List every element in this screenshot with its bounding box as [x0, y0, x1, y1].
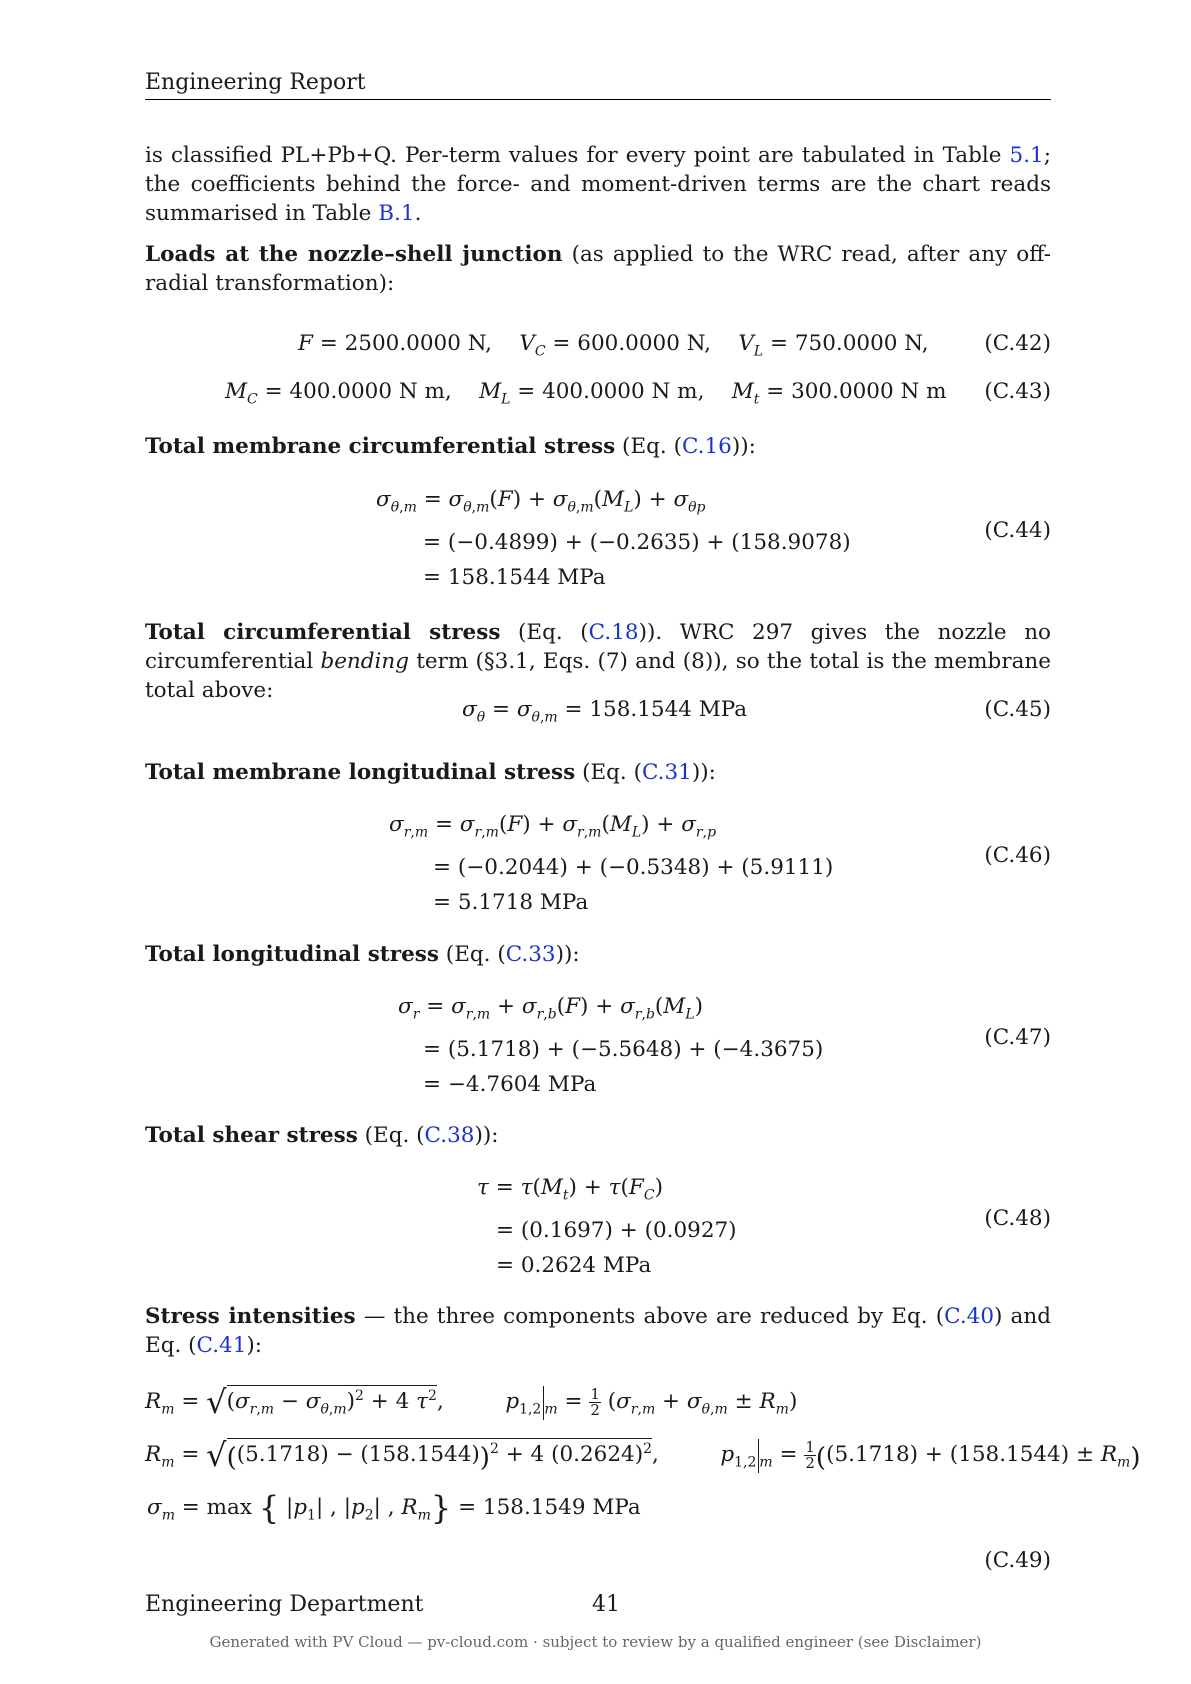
intensities-paragraph: Stress intensities — the three components above are reduced by Eq. (C.40) and Eq. (C.41):: [145, 1304, 1051, 1358]
eq-link-c31[interactable]: C.31: [641, 760, 692, 785]
eqno-c48: (C.48): [984, 1206, 1051, 1231]
eq-link-c41[interactable]: C.41: [196, 1333, 247, 1358]
eqno-c42: (C.42): [984, 331, 1051, 356]
equation-c49-line2: $R_m = √((5.1718) - (158.1544))^2 + 4$ $(0.2624)^2$, $p_{1,2}$ $_m$ = $\frac{1}{2}$ $((5.1718) + (158.1544) \pm R_m)$: [145, 1436, 1141, 1474]
eq-link-c33[interactable]: C.33: [505, 942, 556, 967]
equation-c49-line1: $R_m = √(\sigma_{r,m} - \sigma_{\theta,m})^2 + 4$ $\tau^2$, $p_{1,2}$ $_m$ = $\frac{1}{2}$ $(\sigma_{r,m} + \sigma_{\theta,m} \pm R_m)$: [145, 1383, 798, 1421]
loads-paragraph: Loads at the nozzle–shell junction (as applied to the WRC read, after any off-radial transformation):: [145, 242, 1051, 296]
equation-c45: $\sigma_\theta = \sigma_{\theta,m} = 158.1544$ MPa: [462, 697, 748, 726]
eqno-c49: (C.49): [984, 1548, 1051, 1573]
eqno-c43: (C.43): [984, 379, 1051, 404]
eqno-c45: (C.45): [984, 697, 1051, 722]
footer-department: Engineering Department: [145, 1592, 424, 1617]
equation-c44: $\sigma_{\theta,m} = \sigma_{\theta,m}(F) + \sigma_{\theta,m}(M_L) + \sigma_{\theta p}$ = (−0.4899) + (−0.2635) + (158.9078) = 158.1544 MPa: [376, 487, 851, 591]
table-link-5-1[interactable]: 5.1: [1009, 143, 1044, 168]
table-link-b-1[interactable]: B.1: [378, 201, 415, 226]
eqno-c46: (C.46): [984, 843, 1051, 868]
equation-c42: F = 2500.0000 N, $V_C = 600.0000$ N, $V_L = 750.0000$ N,: [298, 331, 929, 360]
equation-c49-line3: $\sigma_m = \max$ { $|p_1|$ , $|p_2|$ , $R_m\} = 158.1549$ MPa: [147, 1489, 641, 1527]
loads-heading: Loads at the nozzle–shell junction: [145, 242, 563, 267]
running-header: Engineering Report: [145, 70, 366, 95]
eq-link-c16[interactable]: C.16: [681, 434, 732, 459]
eqno-c47: (C.47): [984, 1025, 1051, 1050]
equation-c48: $\tau = \tau(M_t) + \tau(F_C)$ = (0.1697) + (0.0927) = 0.2624 MPa: [477, 1175, 737, 1279]
circ-total-paragraph: Total circumferential stress (Eq. (C.18)). WRC 297 gives the nozzle no circumferential bending term (§3.1, Eqs. (7) and (8)), so the total is the membrane total above:: [145, 620, 1051, 703]
page-number: 41: [592, 1592, 620, 1617]
generated-notice: Generated with PV Cloud — pv-cloud.com · subject to review by a qualified engineer (see Disclaimer): [209, 1633, 982, 1651]
long-total-heading-line: Total longitudinal stress (Eq. (C.33)):: [145, 942, 580, 967]
equation-c47: $\sigma_r = \sigma_{r,m} + \sigma_{r,b}(F) + \sigma_{r,b}(M_L)$ = (5.1718) + (−5.5648) + (−4.3675) = −4.7604 MPa: [398, 994, 824, 1098]
equation-c46: $\sigma_{r,m} = \sigma_{r,m}(F) + \sigma_{r,m}(M_L) + \sigma_{r,p}$ = (−0.2044) + (−0.5348) + (5.9111) = 5.1718 MPa: [389, 812, 834, 916]
intro-paragraph: is classified PL+Pb+Q. Per-term values for every point are tabulated in Table 5.1; the coefficients behind the force- and moment-driven terms are the chart reads summarised in Table B.1.: [145, 143, 1051, 226]
equation-c43: $M_C = 400.0000$ N m, $M_L = 400.0000$ N m, $M_t = 300.0000$ N m: [225, 379, 947, 408]
header-rule: [145, 99, 1051, 100]
eqno-c44: (C.44): [984, 518, 1051, 543]
circ-membrane-heading-line: Total membrane circumferential stress (Eq. (C.16)):: [145, 434, 756, 459]
eq-link-c40[interactable]: C.40: [944, 1304, 995, 1329]
long-membrane-heading-line: Total membrane longitudinal stress (Eq. (C.31)):: [145, 760, 716, 785]
shear-heading-line: Total shear stress (Eq. (C.38)):: [145, 1123, 499, 1148]
eq-link-c38[interactable]: C.38: [424, 1123, 475, 1148]
eq-link-c18[interactable]: C.18: [588, 620, 639, 645]
